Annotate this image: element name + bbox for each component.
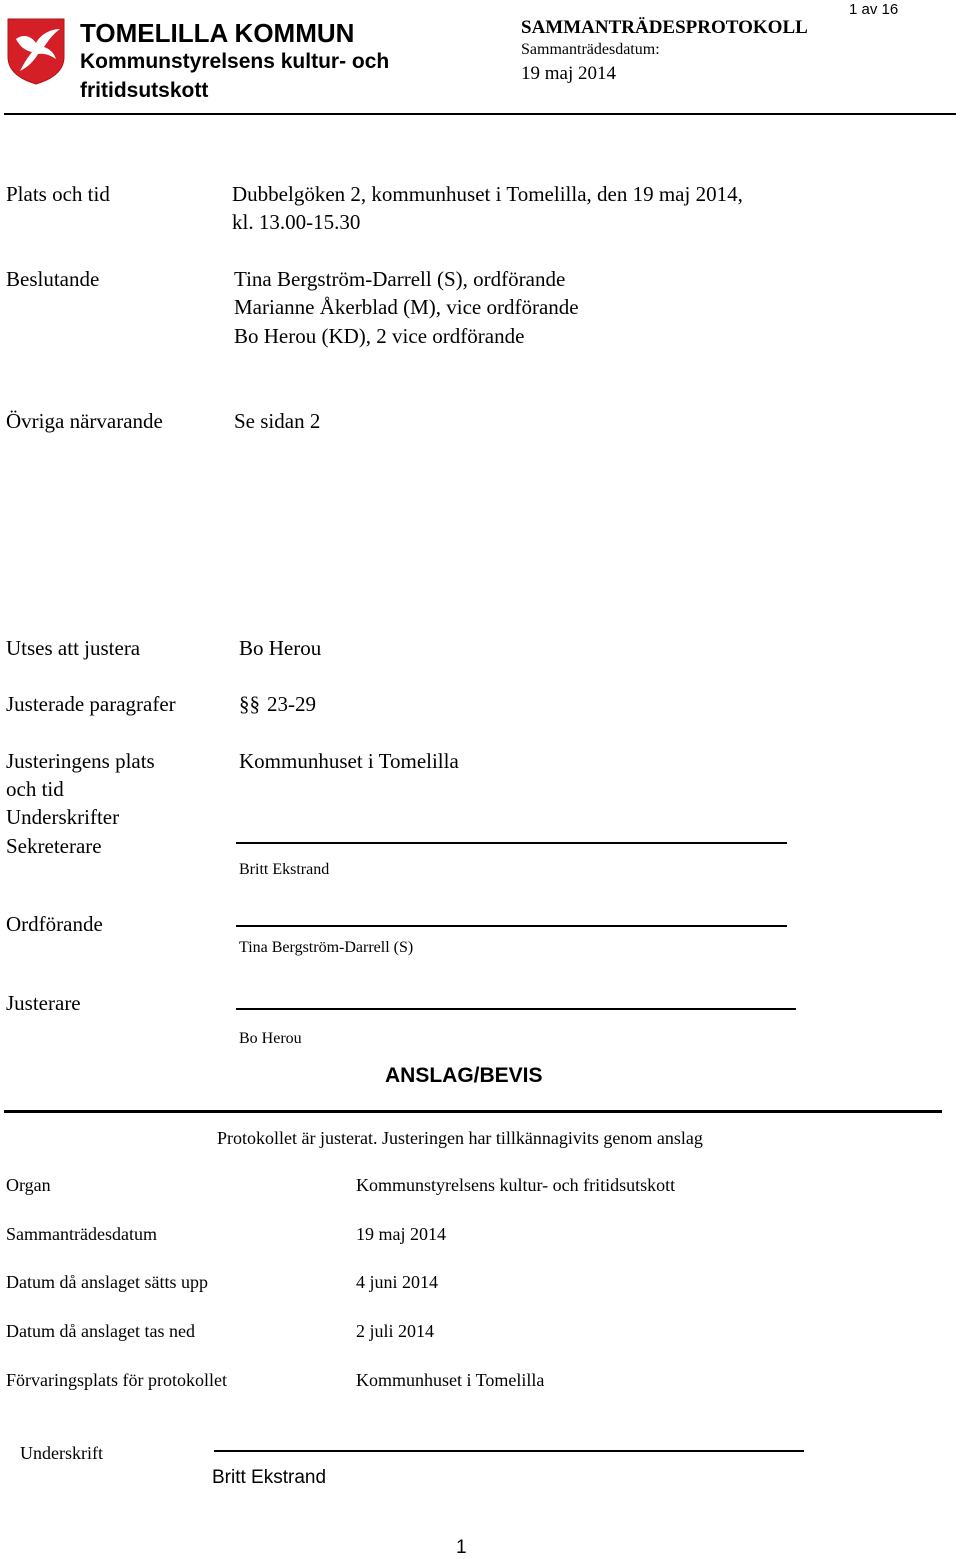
organ-label: Organ [6, 1175, 51, 1195]
notice-signature-line [214, 1450, 804, 1452]
adjuster-name: Bo Herou [239, 1030, 302, 1047]
municipality-name: TOMELILLA KOMMUN [80, 18, 355, 48]
adjuster-signature-line [236, 1008, 796, 1010]
meeting-date-label: Sammanträdesdatum: [521, 41, 660, 58]
deciding-member-2: Marianne Åkerblad (M), vice ordförande [234, 295, 579, 319]
notice-signature-name: Britt Ekstrand [212, 1467, 327, 1488]
deciding-label: Beslutande [6, 267, 100, 291]
chair-signature-line [236, 925, 787, 927]
posted-date-value: 4 juni 2014 [356, 1272, 439, 1292]
adjust-place-label-line2: och tid [6, 777, 64, 801]
page-counter: 1 av 16 [849, 1, 899, 18]
secretary-signature-line [236, 842, 787, 844]
paragraphs-symbol: §§ [239, 692, 260, 716]
notice-rule [4, 1110, 942, 1113]
meeting-date: 19 maj 2014 [521, 63, 616, 84]
paragraphs-label: Justerade paragrafer [6, 692, 176, 716]
adjust-place-label-line1: Justeringens plats [6, 749, 155, 773]
removed-date-label: Datum då anslaget tas ned [6, 1321, 195, 1341]
deciding-member-1: Tina Bergström-Darrell (S), ordförande [234, 267, 566, 291]
secretary-name: Britt Ekstrand [239, 861, 330, 878]
header-rule [4, 113, 956, 115]
chair-label: Ordförande [6, 912, 103, 936]
municipality-logo [6, 17, 66, 85]
place-value-line1: Dubbelgöken 2, kommunhuset i Tomelilla, den 19 maj 2014, [232, 182, 743, 206]
adjuster-label: Justerare [6, 991, 81, 1015]
appointed-value: Bo Herou [239, 636, 322, 660]
removed-date-value: 2 juli 2014 [356, 1321, 435, 1341]
committee-name-line2: fritidsutskott [80, 79, 209, 102]
place-label: Plats och tid [6, 182, 110, 206]
signatures-label: Underskrifter [6, 805, 120, 829]
posted-date-label: Datum då anslaget sätts upp [6, 1272, 208, 1292]
meeting-date-row-label: Sammanträdesdatum [6, 1224, 157, 1244]
others-value: Se sidan 2 [234, 409, 321, 433]
storage-place-label: Förvaringsplats för protokollet [6, 1370, 227, 1390]
notice-statement: Protokollet är justerat. Justeringen har tillkännagivits genom anslag [217, 1128, 703, 1148]
storage-place-value: Kommunhuset i Tomelilla [356, 1370, 545, 1390]
paragraphs-value: 23-29 [267, 692, 316, 716]
committee-name-line1: Kommunstyrelsens kultur- och [80, 50, 390, 73]
secretary-label: Sekreterare [6, 834, 102, 858]
notice-title: ANSLAG/BEVIS [385, 1064, 543, 1087]
notice-signature-label: Underskrift [20, 1443, 103, 1463]
adjust-place-value: Kommunhuset i Tomelilla [239, 749, 459, 773]
page-number: 1 [456, 1537, 467, 1558]
appointed-label: Utses att justera [6, 636, 141, 660]
document-type: SAMMANTRÄDESPROTOKOLL [521, 17, 808, 38]
meeting-date-row-value: 19 maj 2014 [356, 1224, 446, 1244]
organ-value: Kommunstyrelsens kultur- och fritidsutskott [356, 1175, 676, 1195]
deciding-member-3: Bo Herou (KD), 2 vice ordförande [234, 324, 525, 348]
others-label: Övriga närvarande [6, 409, 163, 433]
chair-name: Tina Bergström-Darrell (S) [239, 939, 414, 956]
place-value-line2: kl. 13.00-15.30 [232, 210, 361, 234]
